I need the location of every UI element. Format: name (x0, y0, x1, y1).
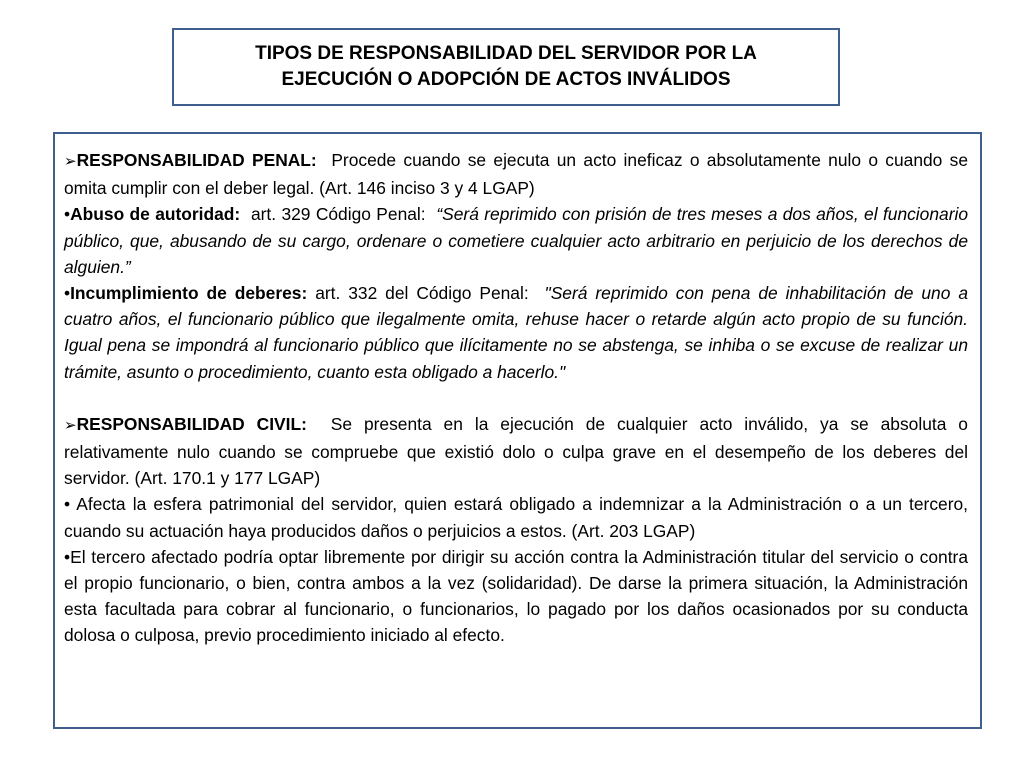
civil-heading: RESPONSABILIDAD CIVIL: (76, 413, 307, 434)
content-box (53, 132, 982, 729)
incumplimiento-ref: art. 332 del Código Penal: (315, 283, 529, 304)
civil-text: Se presenta en la ejecución de cualquier acto inválido, ya se absoluta o relativamente nulo cuando se compruebe que existió dolo o culpa grave en el desempeño de los deberes del servidor. (Art. 170.1 y 177 LGAP) (64, 413, 968, 489)
penal-heading: RESPONSABILIDAD PENAL: (76, 150, 317, 170)
title-line-2: EJECUCIÓN O ADOPCIÓN DE ACTOS INVÁLIDOS (281, 69, 731, 90)
abuso-paragraph (64, 201, 968, 280)
penal-text: Procede cuando se ejecuta un acto ineficaz o absolutamente nulo o cuando se omita cumplir con el deber legal. (Art. 146 inciso 3 y 4 LGAP) (64, 150, 969, 199)
incumplimiento-heading: Incumplimiento de deberes: (70, 283, 308, 304)
section-spacer (64, 385, 968, 411)
incumplimiento-quote: "Será reprimido con pena de inhabilitación de uno a cuatro años, el funcionario público que ilegalmente omita, rehuse hacer o retarde algún acto propio de su función. Igual pena se impondrá al funcionario público que ilícitamente no se abstenga, se inhiba o se excuse de realizar un trámite, asunto o procedimiento, cuanto esta obligado a hacerlo." (64, 283, 968, 382)
bullet-icon: • (64, 494, 71, 515)
bullet-icon: • (64, 204, 71, 225)
arrow-bullet-icon: ➢ (64, 416, 77, 434)
abuso-ref: art. 329 Código Penal: (250, 204, 426, 225)
bullet-icon: • (64, 283, 71, 304)
abuso-heading: Abuso de autoridad: (70, 204, 241, 225)
title-line-1: TIPOS DE RESPONSABILIDAD DEL SERVIDOR POR LA (255, 43, 757, 64)
tercero-text: El tercero afectado podría optar libremente por dirigir su acción contra la Administración titular del servicio o contra el propio funcionario, o bien, contra ambos a la vez (solidaridad). De darse la primera situación, la Administración esta facultada para cobrar al funcionario, o funcionarios, lo pagado por los daños ocasionados por su conducta dolosa o culposa, previo procedimiento iniciado al efecto. (64, 546, 968, 646)
bullet-icon: • (64, 546, 71, 567)
tercero-paragraph (64, 544, 968, 649)
abuso-quote: “Será reprimido con prisión de tres meses a dos años, el funcionario público, que, abusando de su cargo, ordenare o cometiere cualquier acto arbitrario en perjuicio de los derechos de alguien.” (64, 204, 969, 277)
civil-paragraph (64, 411, 968, 492)
title-box (172, 28, 840, 106)
incumplimiento-paragraph (64, 280, 968, 385)
arrow-bullet-icon: ➢ (64, 153, 77, 170)
afecta-paragraph (64, 491, 968, 543)
afecta-text: Afecta la esfera patrimonial del servidor, quien estará obligado a indemnizar a la Administración o a un tercero, cuando su actuación haya producidos daños o perjuicios a estos. (Art. 203 LGAP) (64, 494, 968, 541)
penal-paragraph (64, 147, 968, 201)
